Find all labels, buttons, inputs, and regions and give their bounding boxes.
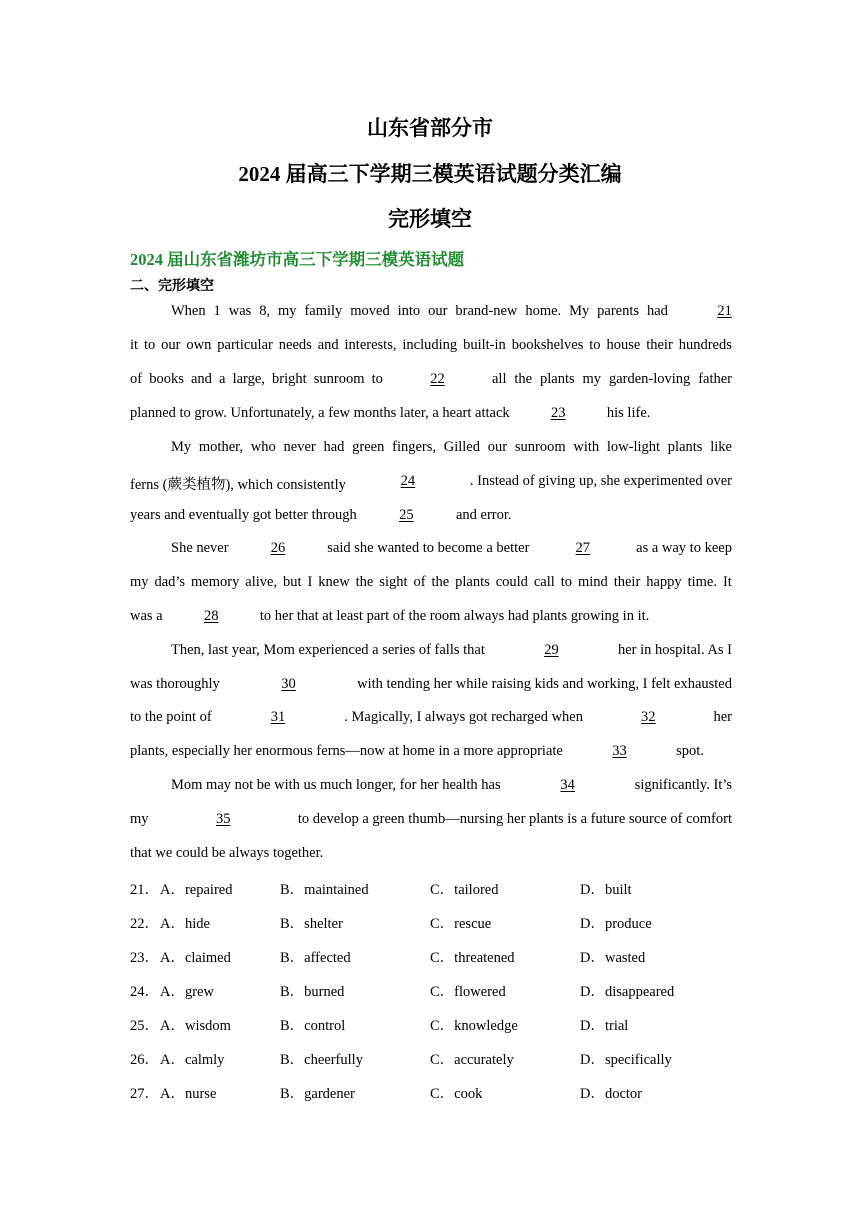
document-title-exam: 2024 届高三下学期三模英语试题分类汇编	[238, 162, 622, 186]
blank-35: 35	[215, 811, 231, 827]
question-number: 23．	[130, 950, 159, 966]
passage-line	[130, 371, 732, 395]
option-b: B．gardener	[280, 1086, 355, 1102]
passage-word: garden-loving	[608, 371, 691, 387]
option-c: C．knowledge	[430, 1018, 518, 1034]
passage-word: of	[413, 574, 426, 590]
passage-text: years and eventually got better through	[130, 507, 357, 523]
question-row	[130, 980, 750, 1002]
passage-word: our	[487, 439, 508, 455]
passage-word: all	[492, 371, 507, 387]
passage-word: low-light	[606, 439, 661, 455]
passage-word: Gilled	[443, 439, 480, 455]
passage-line	[130, 811, 732, 835]
option-d: D．doctor	[580, 1086, 643, 1102]
passage-word: the	[514, 371, 533, 387]
passage-line	[130, 845, 732, 869]
passage-text: her in hospital. As I	[618, 642, 732, 658]
document-title-category: 完形填空	[388, 207, 472, 231]
passage-text: to develop a green thumb—nursing her plants is a future source of comfort	[297, 811, 732, 827]
blank-22: 22	[430, 371, 445, 387]
blank-21: 21	[717, 303, 732, 319]
passage-word: home.	[525, 303, 562, 319]
passage-word: call	[533, 574, 555, 590]
passage-word: had	[646, 303, 668, 319]
question-row	[130, 878, 750, 900]
passage-line	[130, 303, 732, 327]
passage-text: ferns (蕨类植物), which consistently	[130, 477, 346, 493]
passage-word: I	[307, 574, 313, 590]
passage-word: father	[698, 371, 732, 387]
passage-line	[130, 574, 732, 598]
passage-text: to the point of	[130, 709, 212, 725]
blank-32: 32	[640, 709, 656, 725]
passage-word: happy	[646, 574, 682, 590]
passage-word: My	[171, 439, 192, 455]
passage-word: and	[317, 337, 339, 353]
passage-word: never	[283, 439, 316, 455]
passage-word: memory	[191, 574, 240, 590]
option-b: B．burned	[280, 984, 345, 1000]
passage-word: built-in	[463, 337, 506, 353]
passage-text: Then, last year, Mom experienced a series of falls that	[171, 642, 485, 658]
question-row	[130, 1048, 750, 1070]
passage-line	[130, 676, 732, 700]
question-number: 27．	[130, 1086, 159, 1102]
blank-27: 27	[575, 540, 591, 556]
passage-word: plants	[667, 439, 703, 455]
passage-text: planned to grow. Unfortunately, a few months later, a heart attack	[130, 405, 510, 421]
blank-26: 26	[270, 540, 286, 556]
passage-text: as a way to keep	[636, 540, 732, 556]
passage-word: to	[143, 337, 156, 353]
blank-34: 34	[560, 777, 575, 793]
passage-line	[130, 439, 732, 463]
passage-line	[130, 337, 732, 361]
passage-word: moved	[350, 303, 390, 319]
passage-line	[130, 777, 732, 801]
passage-word: books	[149, 371, 184, 387]
passage-word: of	[130, 371, 143, 387]
option-b: B．affected	[280, 950, 351, 966]
passage-word: It	[722, 574, 732, 590]
passage-word: my	[130, 574, 149, 590]
passage-word: dad’s	[154, 574, 186, 590]
option-a: A．calmly	[160, 1052, 225, 1068]
passage-text: significantly. It’s	[634, 777, 732, 793]
passage-word: mind	[577, 574, 608, 590]
option-d: D．wasted	[580, 950, 646, 966]
question-row	[130, 1014, 750, 1036]
blank-23: 23	[551, 405, 566, 421]
exam-source-heading: 2024 届山东省潍坊市高三下学期三模英语试题	[130, 250, 465, 269]
blank-31: 31	[270, 709, 286, 725]
passage-word: 1	[213, 303, 221, 319]
option-d: D．specifically	[580, 1052, 672, 1068]
passage-word: their	[646, 337, 673, 353]
document-title-region: 山东省部分市	[367, 116, 493, 140]
passage-word: and	[190, 371, 212, 387]
option-b: B．shelter	[280, 916, 343, 932]
passage-word: sunroom	[514, 439, 566, 455]
passage-word: hundreds	[678, 337, 732, 353]
passage-line	[130, 709, 732, 733]
passage-word: bookshelves	[511, 337, 584, 353]
option-b: B．control	[280, 1018, 346, 1034]
option-a: A．repaired	[160, 882, 233, 898]
blank-30: 30	[281, 676, 296, 692]
section-label: 二、完形填空	[130, 278, 214, 294]
passage-text: and error.	[455, 507, 512, 523]
passage-word: who	[250, 439, 276, 455]
passage-text: spot.	[676, 743, 704, 759]
passage-line	[130, 642, 732, 666]
option-c: C．cook	[430, 1086, 483, 1102]
passage-word: parents	[597, 303, 640, 319]
question-row	[130, 1082, 750, 1104]
passage-word: sight	[379, 574, 408, 590]
option-d: D．built	[580, 882, 632, 898]
passage-line	[130, 405, 732, 429]
blank-24: 24	[400, 473, 416, 489]
option-b: B．maintained	[280, 882, 369, 898]
question-number: 24．	[130, 984, 159, 1000]
passage-text: was a	[130, 608, 163, 624]
blank-25: 25	[399, 507, 414, 523]
passage-text: She never	[171, 540, 229, 556]
passage-text: her	[713, 709, 732, 725]
passage-word: alive,	[245, 574, 278, 590]
blank-29: 29	[544, 642, 559, 658]
passage-word: could	[495, 574, 528, 590]
passage-line	[130, 507, 732, 531]
passage-word: When	[171, 303, 206, 319]
passage-word: was	[228, 303, 252, 319]
option-a: A．wisdom	[160, 1018, 231, 1034]
passage-word: needs	[278, 337, 312, 353]
passage-word: bright	[272, 371, 307, 387]
passage-word: including	[402, 337, 458, 353]
option-b: B．cheerfully	[280, 1052, 363, 1068]
option-c: C．threatened	[430, 950, 515, 966]
passage-word: my	[582, 371, 602, 387]
passage-word: into	[397, 303, 421, 319]
passage-word: our	[161, 337, 181, 353]
option-a: A．grew	[160, 984, 214, 1000]
passage-text: was thoroughly	[130, 676, 220, 692]
passage-word: 8,	[259, 303, 271, 319]
passage-word: family	[304, 303, 343, 319]
passage-word: mother,	[198, 439, 244, 455]
passage-text: . Magically, I always got recharged when	[344, 709, 583, 725]
passage-word: it	[130, 337, 139, 353]
passage-word: but	[283, 574, 302, 590]
passage-word: green	[352, 439, 385, 455]
passage-text: . Instead of giving up, she experimented over	[469, 473, 732, 489]
passage-line	[130, 608, 732, 632]
passage-word: brand-new	[455, 303, 518, 319]
passage-word: particular	[217, 337, 273, 353]
passage-text: his life.	[606, 405, 651, 421]
passage-word: the	[355, 574, 374, 590]
passage-word: a	[219, 371, 226, 387]
question-row	[130, 946, 750, 968]
passage-line	[130, 540, 732, 564]
passage-word: to	[589, 337, 601, 353]
passage-word: fingers,	[392, 439, 436, 455]
passage-word: time.	[687, 574, 717, 590]
option-c: C．tailored	[430, 882, 499, 898]
passage-word: had	[323, 439, 345, 455]
passage-word: the	[431, 574, 450, 590]
passage-word: house	[606, 337, 641, 353]
option-a: A．nurse	[160, 1086, 217, 1102]
passage-word: My	[569, 303, 590, 319]
question-number: 25．	[130, 1018, 159, 1034]
passage-line	[130, 473, 732, 497]
passage-word: own	[186, 337, 212, 353]
question-row	[130, 912, 750, 934]
passage-word: knew	[318, 574, 350, 590]
option-c: C．flowered	[430, 984, 506, 1000]
option-c: C．accurately	[430, 1052, 514, 1068]
passage-word: with	[573, 439, 600, 455]
passage-word: plants	[540, 371, 575, 387]
passage-text: that we could be always together.	[130, 845, 324, 861]
option-a: A．claimed	[160, 950, 231, 966]
option-d: D．disappeared	[580, 984, 675, 1000]
passage-word: sunroom	[313, 371, 365, 387]
passage-text: said she wanted to become a better	[327, 540, 530, 556]
passage-word: to	[560, 574, 573, 590]
passage-text: to her that at least part of the room always had plants growing in it.	[259, 608, 650, 624]
blank-33: 33	[612, 743, 627, 759]
question-number: 26．	[130, 1052, 159, 1068]
passage-word: plants	[455, 574, 490, 590]
option-c: C．rescue	[430, 916, 492, 932]
passage-word: to	[371, 371, 383, 387]
blank-28: 28	[204, 608, 219, 624]
passage-text: with tending her while raising kids and working, I felt exhausted	[357, 676, 732, 692]
question-number: 22．	[130, 916, 159, 932]
question-number: 21．	[130, 882, 159, 898]
option-d: D．trial	[580, 1018, 629, 1034]
option-a: A．hide	[160, 916, 210, 932]
passage-text: my	[130, 811, 149, 827]
passage-word: our	[428, 303, 448, 319]
passage-line	[130, 743, 732, 767]
passage-word: large,	[232, 371, 265, 387]
passage-text: plants, especially her enormous ferns—now at home in a more appropriate	[130, 743, 563, 759]
passage-word: like	[710, 439, 732, 455]
passage-word: interests,	[344, 337, 397, 353]
passage-word: their	[613, 574, 641, 590]
passage-text: Mom may not be with us much longer, for her health has	[171, 777, 501, 793]
passage-word: my	[278, 303, 297, 319]
option-d: D．produce	[580, 916, 652, 932]
